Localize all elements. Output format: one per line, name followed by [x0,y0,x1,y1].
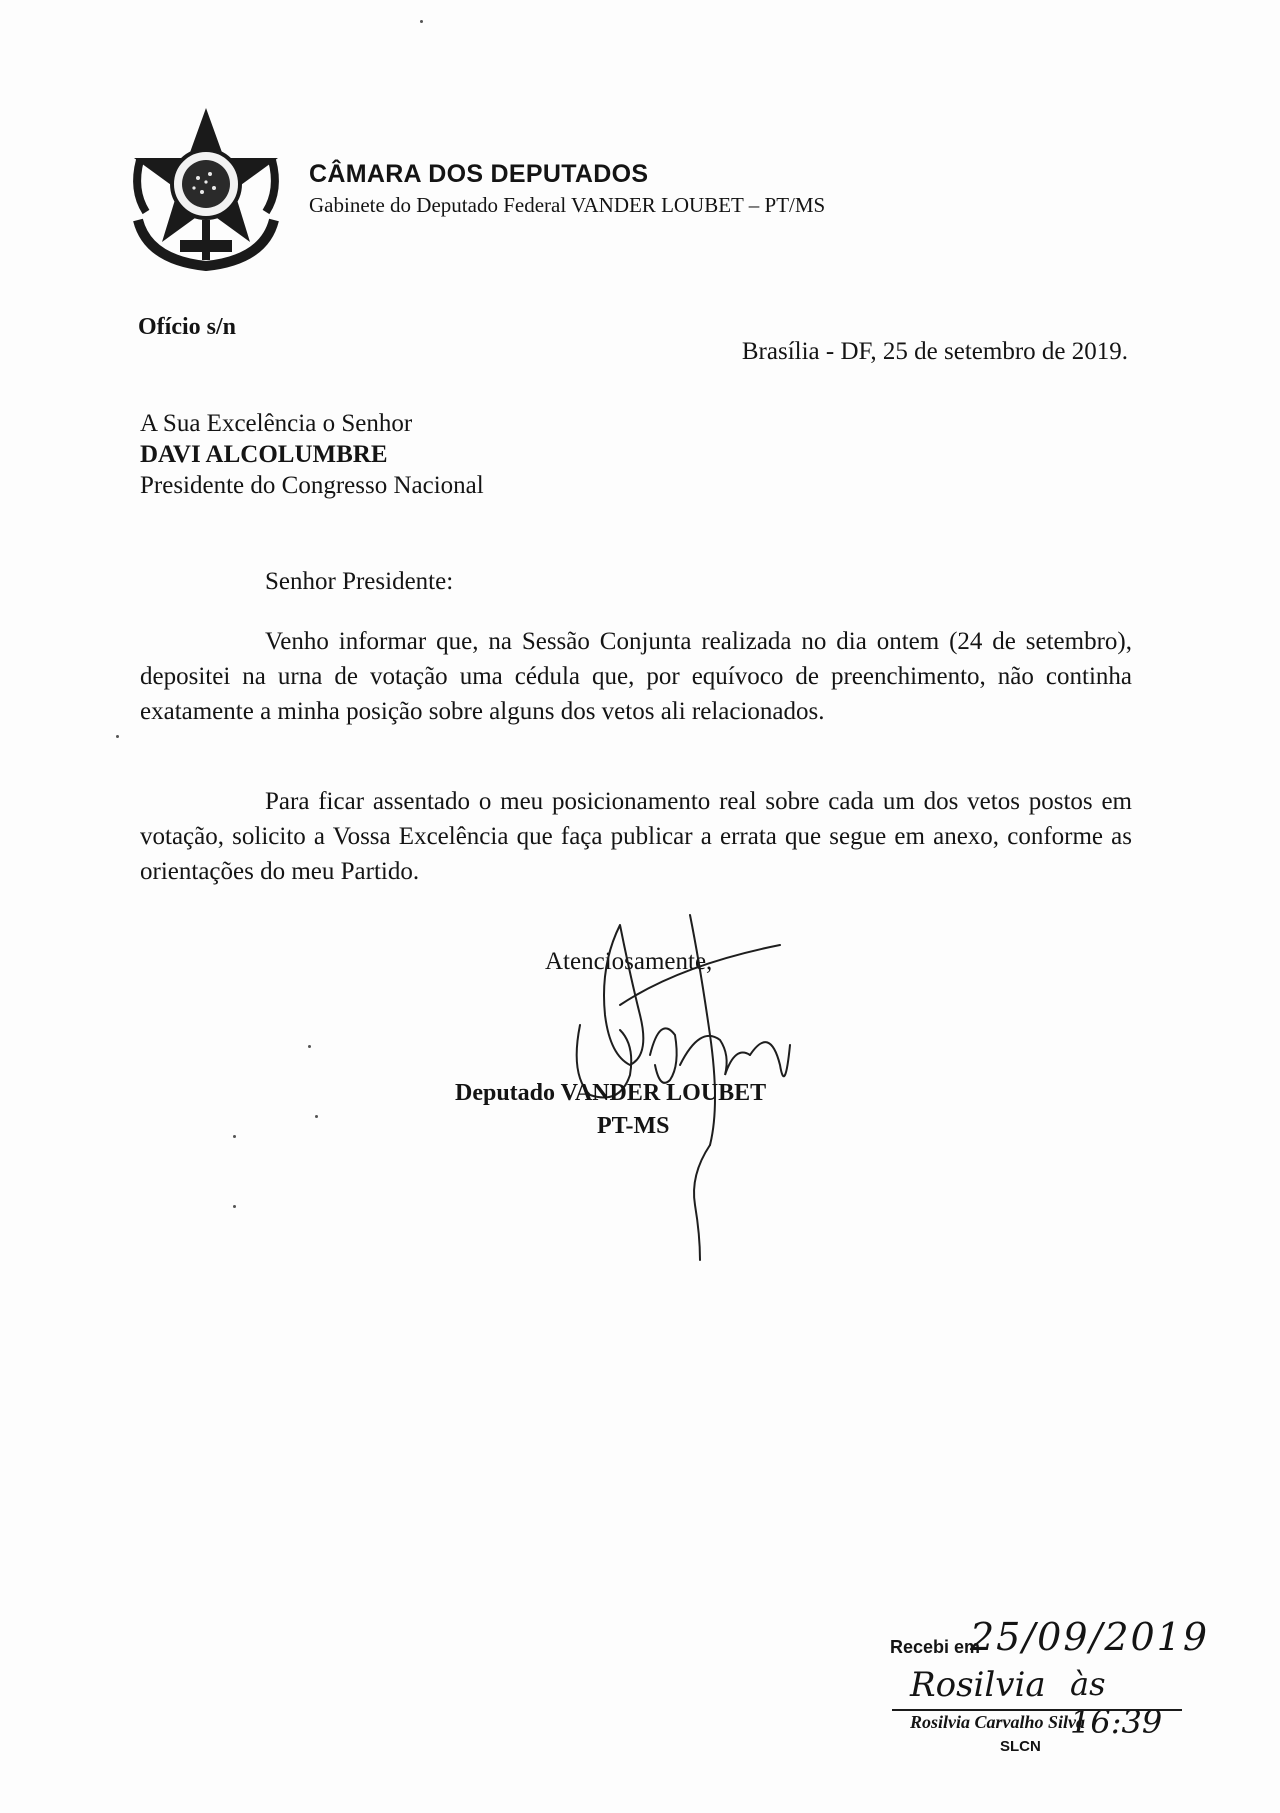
signatory-party: PT-MS [597,1113,670,1139]
scan-speck [420,20,423,23]
brazil-coat-of-arms-icon [118,100,294,276]
recipient-name: DAVI ALCOLUMBRE [140,441,388,468]
recipient-salutation: A Sua Excelência o Senhor [140,410,413,437]
date-line: Brasília - DF, 25 de setembro de 2019. [741,338,1128,365]
institution-name: CÂMARA DOS DEPUTADOS [309,160,649,188]
greeting: Senhor Presidente: [265,568,454,595]
body-paragraph: Para ficar assentado o meu posicionamento real sobre cada um dos vetos postos em votação, solicito a Vossa Excelência que faça publicar a errata que segue em anexo, conforme as orientações do meu Partido. [140,788,1132,885]
stamp-date: 25/09/2019 [970,1615,1210,1659]
stamp-time: às 16:39 [1070,1665,1163,1741]
office-name: Gabinete do Deputado Federal VANDER LOUBET – PT/MS [309,193,826,217]
stamp-unit: SLCN [1000,1738,1041,1755]
recipient-title: Presidente do Congresso Nacional [140,472,484,499]
document-reference: Ofício s/n [138,314,237,340]
signatory-name: Deputado VANDER LOUBET [455,1080,767,1106]
stamp-divider [892,1709,1182,1711]
stamp-handwritten-name: Rosilvia [910,1665,1046,1705]
scan-speck [233,1135,236,1138]
closing: Atenciosamente, [545,948,713,975]
scan-speck [233,1205,236,1208]
scan-speck [308,1045,311,1048]
body-paragraph: Venho informar que, na Sessão Conjunta realizada no dia ontem (24 de setembro), depositei na urna de votação uma cédula que, por equívoco de preenchimento, não continha exatamente a minha posição sobre alguns dos vetos ali relacionados. [140,628,1132,725]
stamp-printed-name: Rosilvia Carvalho Silva [910,1712,1086,1732]
receipt-stamp [870,1605,1210,1765]
stamp-label: Recebi em [890,1637,981,1657]
scan-speck [315,1115,318,1118]
scan-speck [116,735,119,738]
recipient-block [140,408,484,501]
